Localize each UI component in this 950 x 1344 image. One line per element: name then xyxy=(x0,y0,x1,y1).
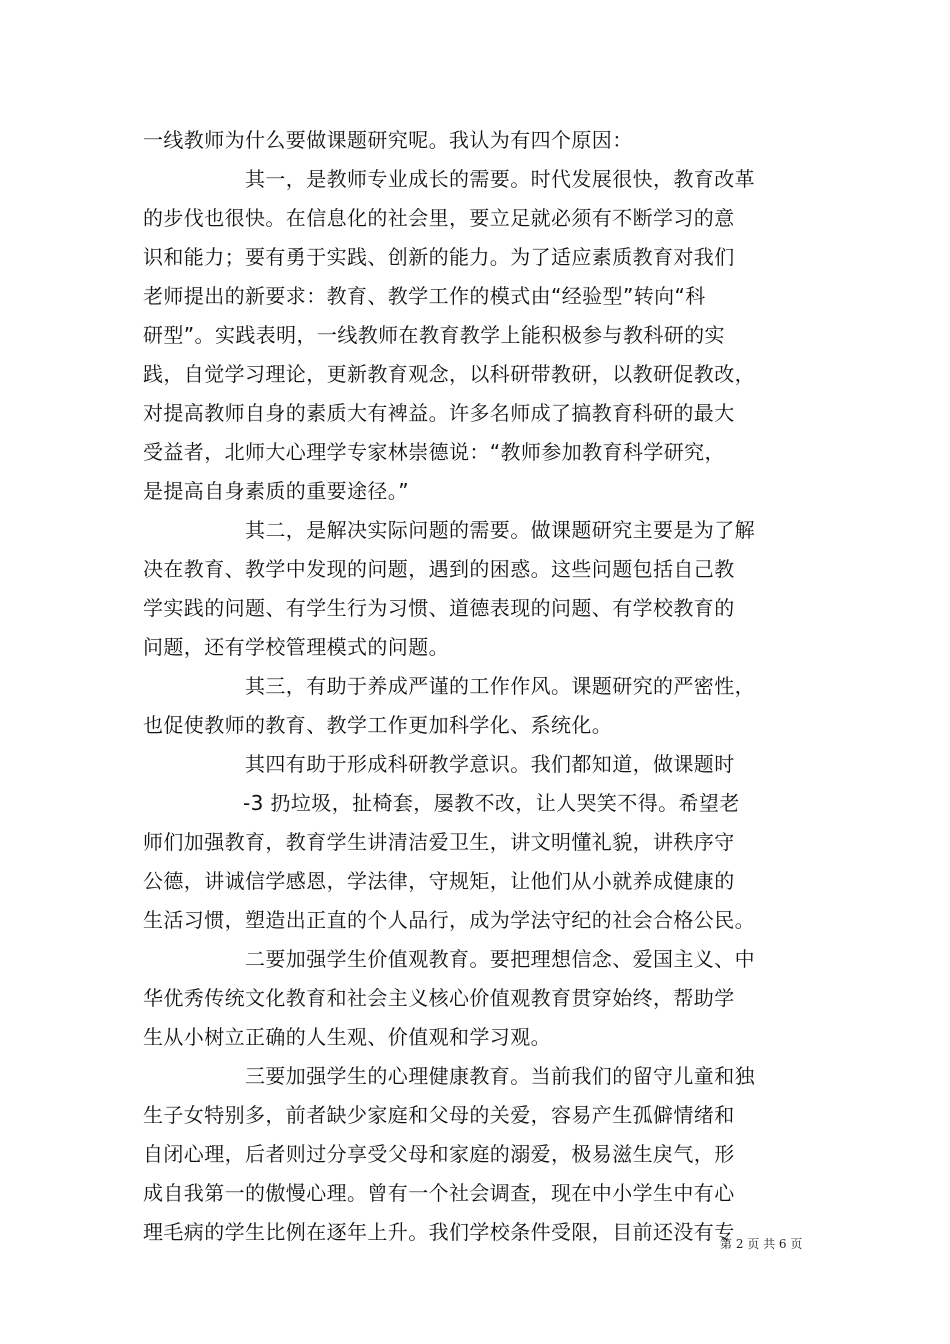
paragraph-start-line: 二要加强学生价值观教育。要把理想信念、爱国主义、中 xyxy=(245,947,755,971)
text-line: 受益者，北师大心理学专家林崇德说：“教师参加教育科学研究， xyxy=(143,440,725,464)
text-line: 对提高教师自身的素质大有裨益。许多名师成了搞教育科研的最大 xyxy=(143,401,735,425)
text-line: 研型”。实践表明，一线教师在教育教学上能积极参与教科研的实 xyxy=(143,323,725,347)
text-line: 师们加强教育，教育学生讲清洁爱卫生，讲文明懂礼貌，讲秩序守 xyxy=(143,830,735,854)
paragraph-start-line: 三要加强学生的心理健康教育。当前我们的留守儿童和独 xyxy=(245,1064,755,1088)
text-line: 老师提出的新要求：教育、教学工作的模式由“经验型”转向“科 xyxy=(143,284,706,308)
paragraph-start-line: 其三，有助于养成严谨的工作作风。课题研究的严密性， xyxy=(245,674,755,698)
paragraph-start-line: 其四有助于形成科研教学意识。我们都知道，做课题时 xyxy=(245,752,735,776)
text-line: 自闭心理，后者则过分享受父母和家庭的溺爱，极易滋生戾气，形 xyxy=(143,1142,735,1166)
text-line: 生子女特别多，前者缺少家庭和父母的关爱，容易产生孤僻情绪和 xyxy=(143,1103,735,1127)
text-line: 华优秀传统文化教育和社会主义核心价值观教育贯穿始终，帮助学 xyxy=(143,986,735,1010)
text-line: 也促使教师的教育、教学工作更加科学化、系统化。 xyxy=(143,713,613,737)
text-line: 识和能力；要有勇于实践、创新的能力。为了适应素质教育对我们 xyxy=(143,245,735,269)
text-line: 决在教育、教学中发现的问题，遇到的困惑。这些问题包括自己教 xyxy=(143,557,735,581)
text-line: 成自我第一的傲慢心理。曾有一个社会调查，现在中小学生中有心 xyxy=(143,1181,735,1205)
text-line: 一线教师为什么要做课题研究呢。我认为有四个原因： xyxy=(143,128,633,152)
text-line: 践，自觉学习理论，更新教育观念，以科研带教研，以教研促教改， xyxy=(143,362,755,386)
page-footer-number: 第 2 页 共 6 页 xyxy=(720,1237,803,1251)
paragraph-start-line: 其一，是教师专业成长的需要。时代发展很快，教育改革 xyxy=(245,167,755,191)
text-line: 生从小树立正确的人生观、价值观和学习观。 xyxy=(143,1025,551,1049)
text-line: -3 扔垃圾，扯椅套，屡教不改，让人哭笑不得。希望老 xyxy=(243,791,740,815)
text-line: 理毛病的学生比例在逐年上升。我们学校条件受限，目前还没有专 xyxy=(143,1220,735,1244)
text-line: 学实践的问题、有学生行为习惯、道德表现的问题、有学校教育的 xyxy=(143,596,735,620)
text-line: 生活习惯，塑造出正直的个人品行，成为学法守纪的社会合格公民。 xyxy=(143,908,755,932)
text-line: 的步伐也很快。在信息化的社会里，要立足就必须有不断学习的意 xyxy=(143,206,735,230)
text-line: 问题，还有学校管理模式的问题。 xyxy=(143,635,449,659)
text-line: 公德，讲诚信学感恩，学法律，守规矩，让他们从小就养成健康的 xyxy=(143,869,735,893)
paragraph-start-line: 其二，是解决实际问题的需要。做课题研究主要是为了解 xyxy=(245,518,755,542)
text-line: 是提高自身素质的重要途径。” xyxy=(143,479,409,503)
